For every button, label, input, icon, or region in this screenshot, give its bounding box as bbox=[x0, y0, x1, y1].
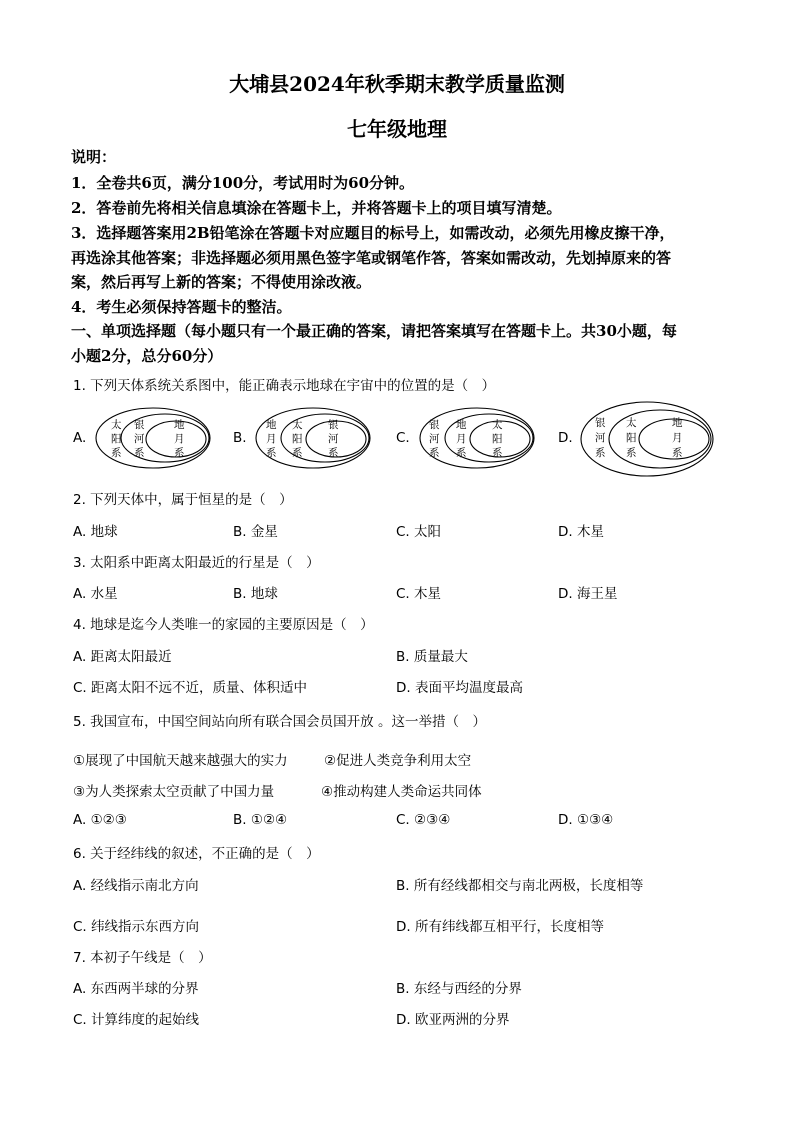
instruction-item: 案，然后再写上新的答案；不得使用涂改液。 bbox=[71, 273, 372, 291]
option-text: A. 距离太阳最近 bbox=[73, 649, 172, 665]
diagram-label: 系 bbox=[328, 447, 339, 459]
exam-title: 大埔县2024年秋季期末教学质量监测 bbox=[229, 72, 565, 96]
instruction-item: 3．选择题答案用2B铅笔涂在答题卡对应题目的标号上，如需改动，必须先用橡皮擦干净， bbox=[71, 224, 675, 242]
option-text: A. 地球 bbox=[73, 524, 118, 540]
option-text: B. 东经与西经的分界 bbox=[396, 981, 522, 997]
diagram-label: 地 bbox=[672, 417, 683, 429]
diagram-label: 银 bbox=[429, 419, 440, 431]
option-text: A. 东西两半球的分界 bbox=[73, 981, 199, 997]
option-text: C. 纬线指示东西方向 bbox=[73, 919, 200, 935]
option-text: C. 距离太阳不远不近，质量、体积适中 bbox=[73, 680, 308, 696]
diagram-label: 系 bbox=[492, 447, 503, 459]
instruction-item: 1．全卷共6页，满分100分，考试用时为60分钟。 bbox=[71, 174, 415, 192]
diagram-label: 银 bbox=[134, 419, 145, 431]
diagram-label: 阳 bbox=[626, 432, 637, 444]
diagram-label: 太 bbox=[111, 419, 122, 431]
option-text: D. 表面平均温度最高 bbox=[396, 680, 523, 696]
option-text: D. ①③④ bbox=[558, 812, 614, 828]
celestial-diagram-b bbox=[252, 404, 378, 472]
question-stem: 1. 下列天体系统关系图中，能正确表示地球在宇宙中的位置的是（ ） bbox=[73, 378, 496, 394]
diagram-label: 太 bbox=[292, 419, 303, 431]
option-text: C. 太阳 bbox=[396, 524, 442, 540]
celestial-diagram-c bbox=[416, 404, 542, 472]
instruction-item: 2．答卷前先将相关信息填涂在答题卡上，并将答题卡上的项目填写清楚。 bbox=[71, 199, 562, 217]
question-stem: 7. 本初子午线是（ ） bbox=[73, 950, 212, 966]
question-stem: 3. 太阳系中距离太阳最近的行星是（ ） bbox=[73, 555, 320, 571]
option-text: D. 欧亚两洲的分界 bbox=[396, 1012, 510, 1028]
option-text: A. 经线指示南北方向 bbox=[73, 878, 199, 894]
option-letter: B. bbox=[233, 430, 247, 446]
statement-text: ①展现了中国航天越来越强大的实力 bbox=[73, 753, 288, 769]
diagram-label: 系 bbox=[672, 447, 683, 459]
diagram-label: 河 bbox=[595, 432, 606, 444]
diagram-label: 系 bbox=[626, 447, 637, 459]
option-letter: D. bbox=[558, 430, 573, 446]
option-letter: C. bbox=[396, 430, 410, 446]
statement-text: ②促进人类竞争利用太空 bbox=[324, 753, 472, 769]
celestial-diagram-a bbox=[92, 404, 218, 472]
diagram-label: 月 bbox=[456, 433, 467, 445]
option-text: B. ①②④ bbox=[233, 812, 288, 828]
instructions-heading: 说明： bbox=[71, 148, 117, 166]
exam-subtitle: 七年级地理 bbox=[347, 117, 447, 141]
diagram-label: 阳 bbox=[492, 433, 503, 445]
section-heading: 一、单项选择题（每小题只有一个最正确的答案，请把答案填写在答题卡上。共30小题，每 bbox=[71, 322, 677, 340]
option-text: B. 所有经线都相交与南北两极，长度相等 bbox=[396, 878, 644, 894]
diagram-label: 系 bbox=[174, 447, 185, 459]
diagram-label: 河 bbox=[134, 433, 145, 445]
option-text: B. 金星 bbox=[233, 524, 278, 540]
instruction-item: 再选涂其他答案；非选择题必须用黑色签字笔或钢笔作答，答案如需改动，先划掉原来的答 bbox=[71, 249, 672, 267]
section-heading: 小题2分，总分60分） bbox=[71, 347, 223, 365]
diagram-label: 河 bbox=[429, 433, 440, 445]
statement-text: ③为人类探索太空贡献了中国力量 bbox=[73, 784, 275, 800]
option-text: D. 海王星 bbox=[558, 586, 618, 602]
diagram-label: 银 bbox=[595, 417, 606, 429]
diagram-label: 太 bbox=[492, 419, 503, 431]
diagram-label: 阳 bbox=[111, 433, 122, 445]
diagram-label: 月 bbox=[174, 433, 185, 445]
option-letter: A. bbox=[73, 430, 87, 446]
diagram-label: 系 bbox=[266, 447, 277, 459]
option-text: B. 地球 bbox=[233, 586, 278, 602]
diagram-label: 月 bbox=[266, 433, 277, 445]
diagram-label: 银 bbox=[328, 419, 339, 431]
diagram-label: 系 bbox=[456, 447, 467, 459]
diagram-label: 月 bbox=[672, 432, 683, 444]
question-stem: 2. 下列天体中，属于恒星的是（ ） bbox=[73, 492, 293, 508]
celestial-diagram-d bbox=[578, 399, 718, 479]
option-text: B. 质量最大 bbox=[396, 649, 468, 665]
statement-text: ④推动构建人类命运共同体 bbox=[321, 784, 482, 800]
diagram-label: 系 bbox=[292, 447, 303, 459]
option-text: A. 水星 bbox=[73, 586, 118, 602]
diagram-label: 系 bbox=[134, 447, 145, 459]
instruction-item: 4．考生必须保持答题卡的整洁。 bbox=[71, 298, 292, 316]
diagram-label: 阳 bbox=[292, 433, 303, 445]
diagram-label: 地 bbox=[174, 419, 185, 431]
option-text: D. 木星 bbox=[558, 524, 604, 540]
option-text: C. 计算纬度的起始线 bbox=[73, 1012, 200, 1028]
option-text: C. ②③④ bbox=[396, 812, 451, 828]
option-text: C. 木星 bbox=[396, 586, 442, 602]
diagram-label: 地 bbox=[456, 419, 467, 431]
diagram-label: 系 bbox=[111, 447, 122, 459]
option-text: A. ①②③ bbox=[73, 812, 127, 828]
question-stem: 5. 我国宣布，中国空间站向所有联合国会员国开放 。这一举措（ ） bbox=[73, 714, 486, 730]
question-stem: 6. 关于经纬线的叙述，不正确的是（ ） bbox=[73, 846, 320, 862]
option-text: D. 所有纬线都互相平行，长度相等 bbox=[396, 919, 604, 935]
diagram-label: 太 bbox=[626, 417, 637, 429]
diagram-label: 河 bbox=[328, 433, 339, 445]
question-stem: 4. 地球是迄今人类唯一的家园的主要原因是（ ） bbox=[73, 617, 374, 633]
diagram-label: 系 bbox=[595, 447, 606, 459]
diagram-label: 系 bbox=[429, 447, 440, 459]
diagram-label: 地 bbox=[266, 419, 277, 431]
